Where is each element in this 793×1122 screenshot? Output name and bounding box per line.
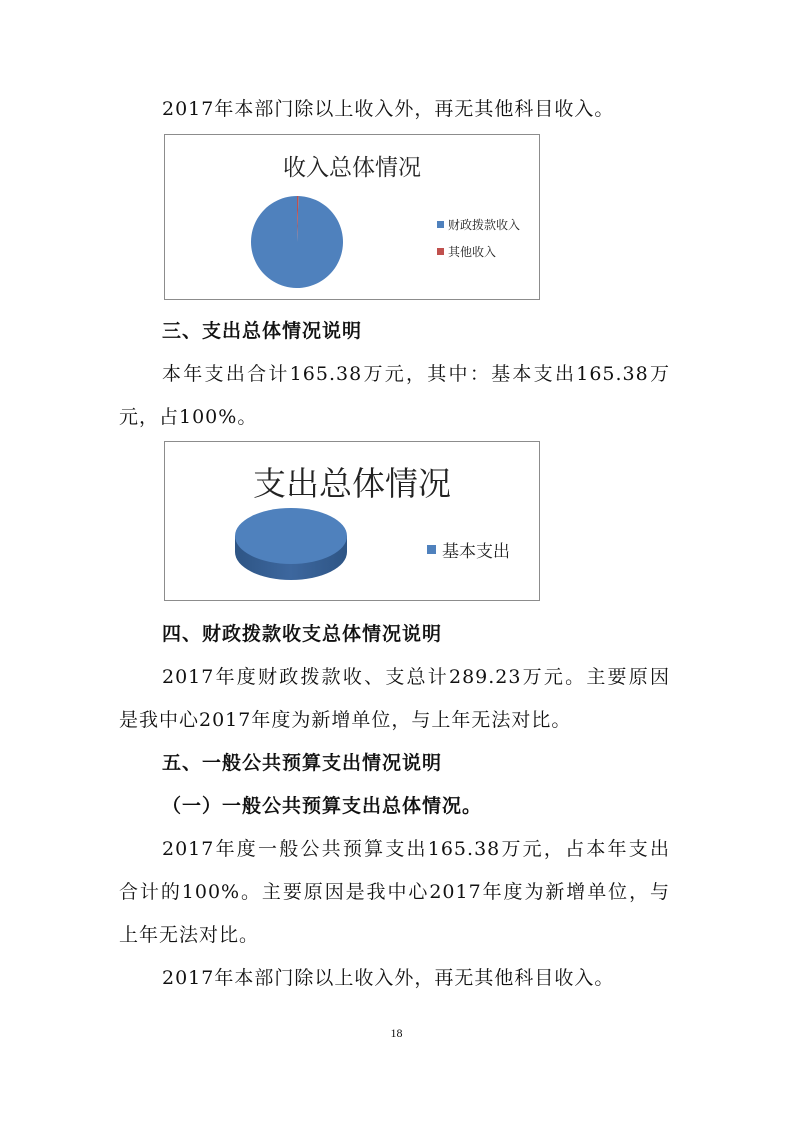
legend-swatch-fiscal — [437, 221, 444, 228]
paragraph-5: 2017年本部门除以上收入外，再无其他科目收入。 — [162, 967, 615, 989]
heading-5: 五、一般公共预算支出情况说明 — [162, 752, 443, 774]
heading-3: 三、支出总体情况说明 — [162, 320, 363, 342]
income-chart-title: 收入总体情况 — [283, 155, 421, 181]
legend-item-fiscal — [437, 216, 520, 233]
expenditure-legend — [427, 537, 510, 562]
expenditure-pie — [165, 442, 541, 602]
paragraph-3-line-1: 2017年度财政拨款收、支总计289.23万元。主要原因 — [162, 666, 670, 688]
income-legend — [437, 216, 520, 260]
paragraph-2-line-2: 元，占100%。 — [119, 406, 258, 428]
expenditure-chart — [164, 441, 540, 601]
expenditure-pie-top — [235, 508, 347, 564]
legend-item-other — [437, 243, 520, 260]
paragraph-4-line-3: 上年无法对比。 — [119, 924, 260, 946]
page-number: 18 — [390, 1026, 403, 1040]
legend-label-fiscal: 财政拨款收入 — [448, 218, 521, 232]
heading-5-1: （一）一般公共预算支出总体情况。 — [162, 795, 483, 817]
legend-label-basic: 基本支出 — [442, 542, 510, 562]
paragraph-2-line-1: 本年支出合计165.38万元，其中：基本支出165.38万 — [162, 363, 670, 385]
paragraph-4-line-2: 合计的100%。主要原因是我中心2017年度为新增单位，与 — [119, 881, 670, 903]
heading-4: 四、财政拨款收支总体情况说明 — [162, 623, 443, 645]
legend-item-basic — [427, 537, 510, 562]
legend-label-other: 其他收入 — [448, 245, 497, 259]
legend-swatch-basic — [427, 545, 436, 554]
paragraph-1: 2017年本部门除以上收入外，再无其他科目收入。 — [162, 98, 615, 120]
legend-swatch-other — [437, 248, 444, 255]
paragraph-4-line-1: 2017年度一般公共预算支出165.38万元，占本年支出 — [162, 838, 670, 860]
income-chart — [164, 134, 540, 300]
expenditure-chart-title: 支出总体情况 — [253, 464, 451, 503]
paragraph-3-line-2: 是我中心2017年度为新增单位，与上年无法对比。 — [119, 709, 572, 731]
